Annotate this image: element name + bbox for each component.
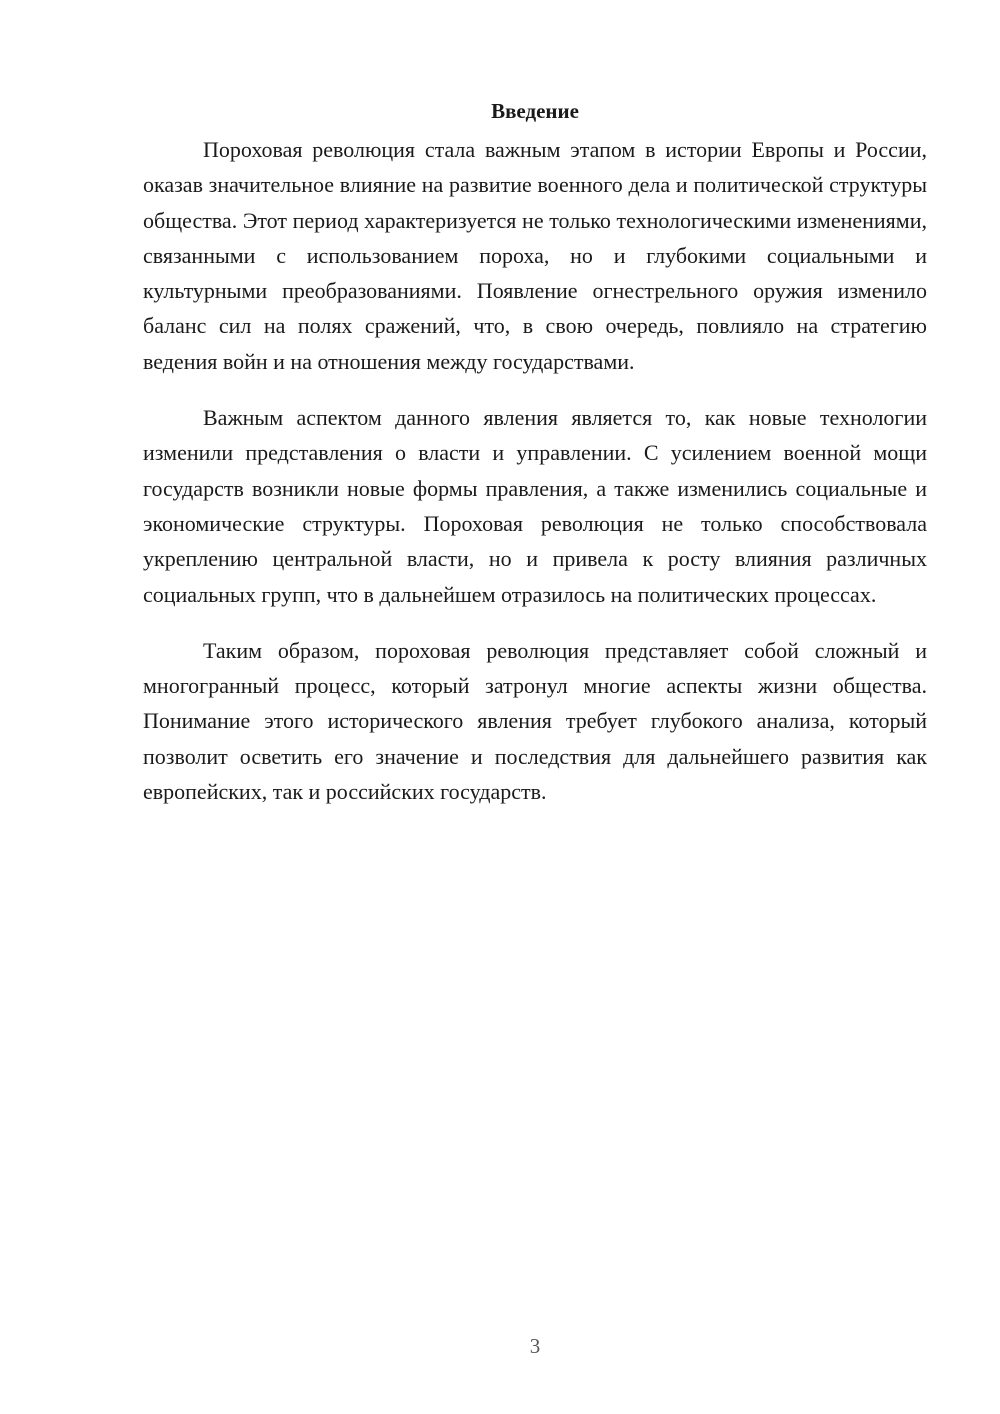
page-number: 3	[529, 1334, 541, 1358]
paragraph-3: Таким образом, пороховая революция представляет собой сложный и многогранный процесс, который затронул многие аспекты жизни общества. Понимание этого исторического явления требует глубокого анализа, который позволит осветить его значение и последствия для дальнейшего развития как европейских, так и российских государств.	[143, 637, 927, 805]
paragraph-1: Пороховая революция стала важным этапом в истории Европы и России, оказав значительное влияние на развитие военного дела и политической структуры общества. Этот период характеризуется не только технологическими изменениями, связанными с использованием пороха, но и глубокими социальными и культурными преобразованиями. Появление огнестрельного оружия изменило баланс сил на полях сражений, что, в свою очередь, повлияло на стратегию ведения войн и на отношения между государствами.	[143, 137, 927, 374]
page-title: Введение	[491, 99, 579, 123]
page-content	[143, 96, 927, 830]
paragraph-2: Важным аспектом данного явления является то, как новые технологии изменили представления о власти и управлении. С усилением военной мощи государств возникли новые формы правления, а также изменились социальные и экономические структуры. Пороховая революция не только способствовала укреплению центральной власти, но и привела к росту влияния различных социальных групп, что в дальнейшем отразилось на политических процессах.	[143, 405, 927, 607]
